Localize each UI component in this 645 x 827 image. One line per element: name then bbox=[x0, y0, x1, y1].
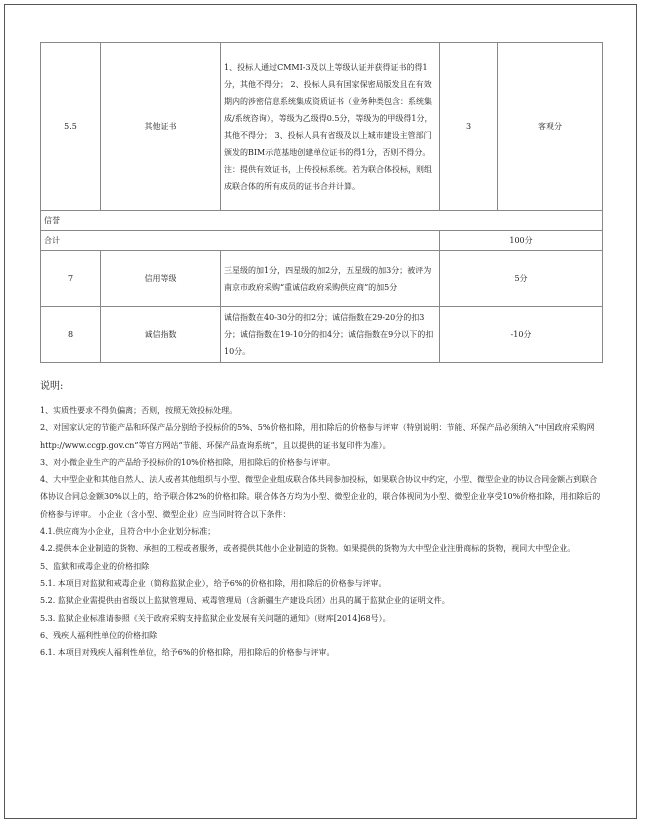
total-value: 100分 bbox=[440, 231, 603, 251]
note-item: 4.2.提供本企业制造的货物、承担的工程或者服务，或者提供其他小企业制造的货物。如果提供的货物为大中型企业注册商标的货物，视同大中型企业。 bbox=[40, 544, 576, 554]
table-row bbox=[41, 307, 603, 363]
item-number: 7 bbox=[41, 251, 101, 307]
item-score: 3 bbox=[440, 43, 498, 211]
section-label: 信誉 bbox=[41, 211, 603, 231]
item-number: 8 bbox=[41, 307, 101, 363]
notes-section bbox=[40, 380, 602, 661]
total-label: 合计 bbox=[41, 231, 440, 251]
table-row bbox=[41, 251, 603, 307]
scoring-table bbox=[40, 42, 603, 363]
item-value: -10分 bbox=[440, 307, 603, 363]
note-item: 5.3. 监狱企业标准请参照《关于政府采购支持监狱企业发展有关问题的通知》（财库[2014]68号）。 bbox=[40, 613, 391, 623]
table-row bbox=[41, 211, 603, 231]
item-description: 三星级的加1分，四星级的加2分，五星级的加3分；被评为南京市政府采购“重诚信政府采购供应商”的加5分 bbox=[221, 251, 440, 307]
note-item: 5、监狱和戒毒企业的价格扣除 bbox=[40, 561, 150, 571]
table-row bbox=[41, 231, 603, 251]
item-description: 诚信指数在40-30分的扣2分；诚信指数在29-20分的扣3分；诚信指数在19-10分的扣4分；诚信指数在9分以下的扣10分。 bbox=[221, 307, 440, 363]
notes-title: 说明: bbox=[40, 381, 64, 392]
note-item: 5.1. 本项目对监狱和戒毒企业（简称监狱企业），给予6%的价格扣除，用扣除后的价格参与评审。 bbox=[40, 578, 387, 588]
item-name: 诚信指数 bbox=[101, 307, 221, 363]
item-score-type: 客观分 bbox=[498, 43, 603, 211]
item-number: 5.5 bbox=[41, 43, 101, 211]
item-name: 信用等级 bbox=[101, 251, 221, 307]
note-item: 4、大中型企业和其他自然人、法人或者其他组织与小型、微型企业组成联合体共同参加投标，如果联合协议中约定，小型、微型企业的协议合同金额占到联合体协议合同总金额30%以上的，给予联合体2%的价格扣除。联合体各方均为小型、微型企业的，联合体视同为小型、微型企业享受10%价格扣除，用扣除后的价格参与评审。 小企业（含小型、微型企业）应当同时符合以下条件： bbox=[40, 475, 601, 519]
item-value: 5分 bbox=[440, 251, 603, 307]
item-description: 1、投标人通过CMMI-3及以上等级认证并获得证书的得1分，其他不得分； 2、投标人具有国家保密局版发且在有效期内的涉密信息系统集成资质证书（业务种类包含：系统集成/系统咨询），等级为乙级得0.5分，等级为的甲级得1分，其他不得分； 3、投标人具有省级及以上城市建设主管部门颁发的BIM示范基地创建单位证书的得1分，否则不得分。 注：提供有效证书，上传投标系统。若为联合体投标，则组成联合体的所有成员的证书合并计算。 bbox=[221, 43, 440, 211]
note-item: 6、残疾人福利性单位的价格扣除 bbox=[40, 630, 158, 640]
note-item: 2、对国家认定的节能产品和环保产品分别给予投标价的5%、5%价格扣除，用扣除后的价格参与评审（特别说明：节能、环保产品必须纳入“中国政府采购网http://www.ccgp.gov.cn”等官方网站“节能、环保产品查询系统”，且以提供的证书复印件为准）。 bbox=[40, 423, 595, 450]
note-item: 3、对小微企业生产的产品给予投标价的10%价格扣除，用扣除后的价格参与评审。 bbox=[40, 457, 335, 467]
note-item: 4.1.供应商为小企业，且符合中小企业划分标准； bbox=[40, 527, 216, 537]
note-item: 1、实质性要求不得负偏离；否则，按照无效投标处理。 bbox=[40, 406, 238, 415]
table-row bbox=[41, 43, 603, 211]
note-item: 6.1. 本项目对残疾人福利性单位，给予6%的价格扣除，用扣除后的价格参与评审。 bbox=[40, 648, 335, 658]
item-name: 其他证书 bbox=[101, 43, 221, 211]
note-item: 5.2. 监狱企业需提供由省级以上监狱管理局、戒毒管理局（含新疆生产建设兵团）出具的属于监狱企业的证明文件。 bbox=[40, 596, 450, 606]
